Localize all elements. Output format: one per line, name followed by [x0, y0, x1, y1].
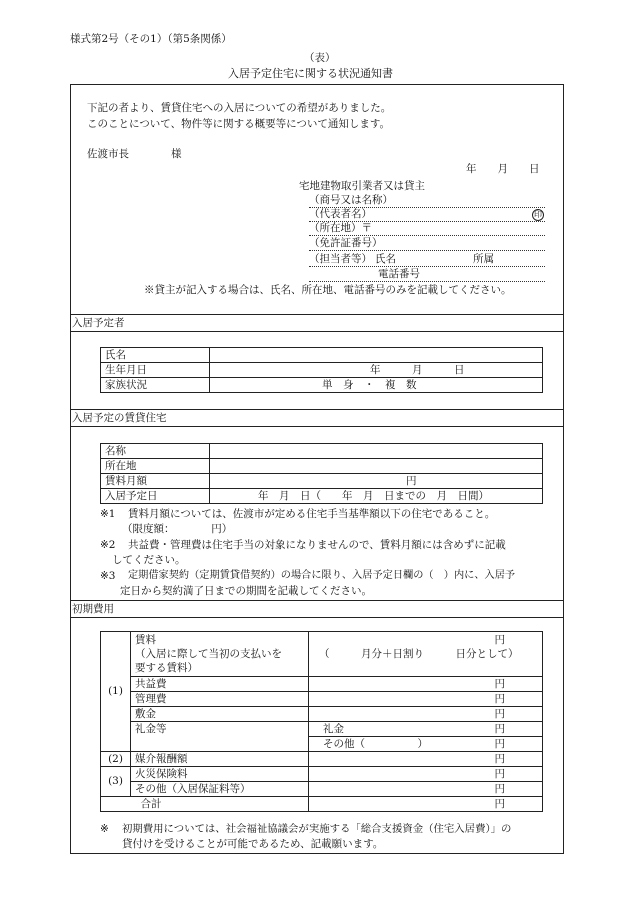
rent-initial-label: [131, 632, 309, 677]
section-divider: [70, 409, 564, 410]
initial-costs-section-title: 初期費用: [72, 603, 114, 615]
form-number: 様式第2号（その1）（第5条関係）: [70, 33, 232, 45]
section-divider: [70, 600, 564, 601]
phone-label: 電話番号: [378, 268, 420, 280]
key-money-label: 礼金: [323, 722, 344, 735]
group-3-label: (3): [101, 767, 131, 797]
note-3-line-1: 定期借家契約（定期賃貸借契約）の場合に限り、入居予定日欄の（ ）内に、入居予: [128, 570, 516, 581]
other-fee-yen: 円: [494, 737, 505, 750]
initial-costs-note-line-2: 貸付けを受けることが可能であるため、記載願います。: [122, 838, 384, 850]
license-line: [309, 250, 545, 251]
housing-table: [100, 443, 543, 504]
other-guarantee-label: その他（入居保証料等）: [131, 782, 309, 797]
seal-label: 印: [534, 210, 542, 219]
housing-location-value[interactable]: [210, 459, 543, 474]
address-label: （所在地）〒: [309, 222, 372, 234]
section-divider: [70, 314, 564, 315]
intro-line-1: 下記の者より、賃貸住宅への入居についての希望がありました。: [87, 102, 392, 114]
other-fee-value[interactable]: [309, 737, 543, 752]
housing-name-label: 名称: [101, 444, 210, 459]
total-label: 合計: [131, 797, 309, 812]
note-1-line-1: 賃料月額については、佐渡市が定める住宅手当基準額以下の住宅であること。: [128, 508, 496, 520]
contact-name-label: 氏名: [375, 253, 396, 265]
common-fee-label: 共益費: [131, 677, 309, 692]
lessor-note: ※貸主が記入する場合は、氏名、所在地、電話番号のみを記載してください。: [144, 284, 512, 296]
note-3-line-2: 定日から契約満了日までの期間を記載してください。: [120, 585, 372, 597]
rent-detail: （ 月分＋日割り 日分として）: [319, 648, 519, 660]
group-1-label: (1): [101, 632, 131, 752]
address-line: [309, 235, 545, 236]
representative-label: （代表者名）: [309, 208, 372, 220]
management-fee-label: 管理費: [131, 692, 309, 707]
fire-insurance-label: 火災保険料: [131, 767, 309, 782]
notice-date: 年 月 日: [466, 163, 540, 175]
contact-label: （担当者等）: [309, 253, 372, 265]
initial-costs-note-mark: ※: [100, 823, 109, 835]
license-label: （免許証番号）: [309, 237, 383, 249]
housing-section-title: 入居予定の賃貸住宅: [72, 412, 167, 424]
rent-label-line-1: 賃料: [135, 634, 156, 646]
note-2-line-1: 共益費・管理費は住宅手当の対象になりませんので、賃料月額には含めずに記載: [128, 539, 506, 551]
brokerage-label: 媒介報酬額: [131, 752, 309, 767]
housing-name-value[interactable]: [210, 444, 543, 459]
family-status-label: 家族状況: [101, 378, 210, 393]
movein-date-value[interactable]: 年 月 日（ 年 月 日までの 月 日間）: [210, 489, 543, 504]
note-1-mark: ※1: [100, 508, 116, 520]
page-title: 入居予定住宅に関する状況通知書: [228, 67, 393, 80]
monthly-rent-label: 賃料月額: [101, 474, 210, 489]
contact-line: [309, 266, 545, 267]
birthdate-label: 生年月日: [101, 363, 210, 378]
rent-label-line-3: 要する賃料）: [135, 662, 198, 674]
monthly-rent-value[interactable]: 円: [210, 474, 543, 489]
issuer-heading: 宅地建物取引業者又は貸主: [299, 180, 425, 192]
note-2-mark: ※2: [100, 539, 116, 551]
seal-mark: [532, 208, 544, 221]
common-fee-value[interactable]: 円: [309, 677, 543, 692]
resident-section-title: 入居予定者: [72, 317, 125, 329]
other-fee-label: その他（ ）: [323, 737, 428, 750]
addressee: 佐渡市長 様: [87, 148, 182, 160]
initial-costs-table: [100, 631, 543, 812]
section-divider: [70, 426, 564, 427]
deposit-label: 敷金: [131, 707, 309, 722]
resident-name-value[interactable]: [210, 348, 543, 363]
management-fee-value[interactable]: 円: [309, 692, 543, 707]
resident-table: [100, 347, 543, 393]
birthdate-value[interactable]: 年 月 日: [210, 363, 543, 378]
initial-costs-note-line-1: 初期費用については、社会福祉協議会が実施する「総合支援資金（住宅入居費）」の: [122, 823, 512, 835]
section-divider: [70, 617, 564, 618]
deposit-value[interactable]: 円: [309, 707, 543, 722]
movein-date-label: 入居予定日: [101, 489, 210, 504]
key-money-etc-label: 礼金等: [131, 722, 309, 752]
rent-initial-value[interactable]: [309, 632, 543, 677]
family-status-value[interactable]: 単 身 ・ 複 数: [210, 378, 543, 393]
rent-label-line-2: （入居に際して当初の支払いを: [135, 648, 282, 660]
housing-location-label: 所在地: [101, 459, 210, 474]
total-spacer: [101, 797, 131, 812]
key-money-yen: 円: [494, 722, 505, 735]
side-label: （表）: [304, 52, 336, 64]
phone-line: [309, 281, 545, 282]
other-guarantee-value[interactable]: 円: [309, 782, 543, 797]
note-1-line-2: （限度額： 円）: [122, 523, 233, 535]
intro-line-2: このことについて、物件等に関する概要等について通知します。: [87, 118, 391, 130]
total-value[interactable]: 円: [309, 797, 543, 812]
brokerage-value[interactable]: 円: [309, 752, 543, 767]
fire-insurance-value[interactable]: 円: [309, 767, 543, 782]
section-divider: [70, 331, 564, 332]
note-3-mark: ※3: [100, 570, 116, 582]
trade-name-label: （商号又は名称）: [309, 194, 393, 206]
rent-yen: 円: [494, 634, 505, 646]
affiliation-label: 所属: [473, 253, 494, 265]
group-2-label: (2): [101, 752, 131, 767]
resident-name-label: 氏名: [101, 348, 210, 363]
note-2-line-2: してください。: [112, 554, 186, 566]
key-money-value[interactable]: [309, 722, 543, 737]
